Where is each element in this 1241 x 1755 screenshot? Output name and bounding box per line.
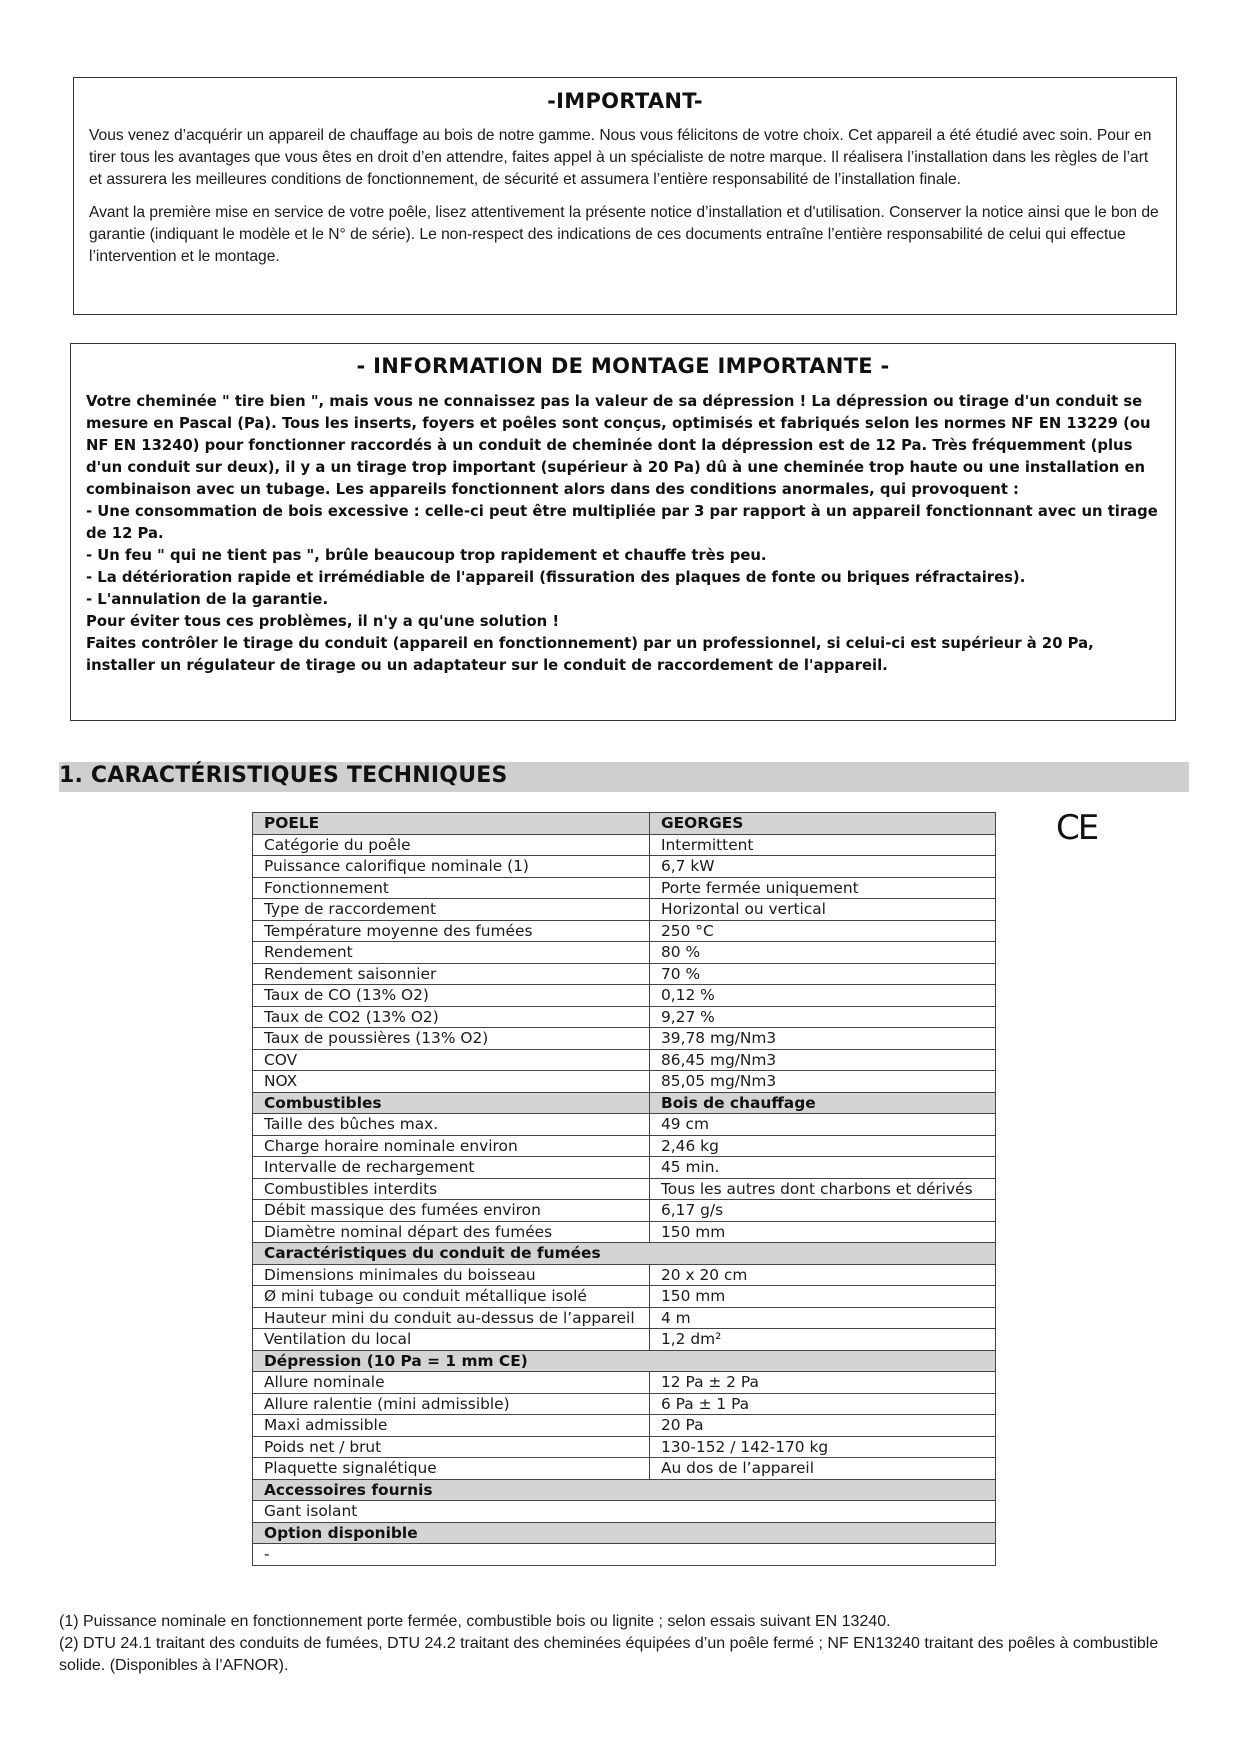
table-row xyxy=(253,1415,996,1437)
table-row xyxy=(253,1544,996,1566)
important-paragraph-2: Avant la première mise en service de votre poêle, lisez attentivement la présente notice d’installation et d'utilisation. Conserver la notice ainsi que le bon de garantie (indiquant le modèle et le N° de série). Le non-respect des indications de ces documents entraîne l’entière responsabilité de celui qui effectue l’intervention et le montage. xyxy=(89,204,1159,265)
spec-value: 49 cm xyxy=(650,1114,996,1136)
spec-value: 4 m xyxy=(650,1307,996,1329)
table-row xyxy=(253,1006,996,1028)
table-row xyxy=(253,985,996,1007)
spec-value: 150 mm xyxy=(650,1286,996,1308)
spec-value: Porte fermée uniquement xyxy=(650,877,996,899)
spec-label: Maxi admissible xyxy=(253,1415,650,1437)
table-row xyxy=(253,1286,996,1308)
spec-label: Intervalle de rechargement xyxy=(253,1157,650,1179)
spec-value: 2,46 kg xyxy=(650,1135,996,1157)
spec-label: Ø mini tubage ou conduit métallique isolé xyxy=(253,1286,650,1308)
montage-item: - L'annulation de la garantie. xyxy=(86,591,329,608)
table-row xyxy=(253,856,996,878)
spec-label: Taux de CO (13% O2) xyxy=(253,985,650,1007)
depression-header-row xyxy=(253,1350,996,1372)
conduit-header-row xyxy=(253,1243,996,1265)
spec-label: Fonctionnement xyxy=(253,877,650,899)
table-row xyxy=(253,1221,996,1243)
spec-value: 20 Pa xyxy=(650,1415,996,1437)
table-row xyxy=(253,1436,996,1458)
montage-closing: Faites contrôler le tirage du conduit (appareil en fonctionnement) par un professionnel, si celui-ci est supérieur à 20 Pa, installer un régulateur de tirage ou un adaptateur sur le conduit de raccordement de l'appareil. xyxy=(86,635,1094,674)
spec-value: 39,78 mg/Nm3 xyxy=(650,1028,996,1050)
important-notice-box xyxy=(73,77,1177,315)
spec-value: 6 Pa ± 1 Pa xyxy=(650,1393,996,1415)
table-row xyxy=(253,1393,996,1415)
table-row xyxy=(253,1458,996,1480)
table-row xyxy=(253,1264,996,1286)
spec-value: 12 Pa ± 2 Pa xyxy=(650,1372,996,1394)
section-header-cell: Caractéristiques du conduit de fumées xyxy=(253,1243,996,1265)
table-row xyxy=(253,1329,996,1351)
header-cell: GEORGES xyxy=(650,813,996,835)
footnote-1: (1) Puissance nominale en fonctionnement porte fermée, combustible bois ou lignite ; selon essais suivant EN 13240. xyxy=(59,1613,891,1630)
important-title: -IMPORTANT- xyxy=(547,89,703,113)
spec-label: Catégorie du poêle xyxy=(253,834,650,856)
table-row xyxy=(253,1135,996,1157)
spec-label: COV xyxy=(253,1049,650,1071)
spec-label: Dimensions minimales du boisseau xyxy=(253,1264,650,1286)
spec-value: 130-152 / 142-170 kg xyxy=(650,1436,996,1458)
spec-table xyxy=(252,812,996,1566)
montage-body xyxy=(86,391,1161,677)
footnotes xyxy=(59,1611,1189,1677)
spec-label: Diamètre nominal départ des fumées xyxy=(253,1221,650,1243)
table-row xyxy=(253,1071,996,1093)
montage-item: - Un feu " qui ne tient pas ", brûle beaucoup trop rapidement et chauffe très peu. xyxy=(86,547,767,564)
spec-label: Charge horaire nominale environ xyxy=(253,1135,650,1157)
spec-value: 250 °C xyxy=(650,920,996,942)
table-row xyxy=(253,942,996,964)
spec-value: 1,2 dm² xyxy=(650,1329,996,1351)
table-row xyxy=(253,1307,996,1329)
spec-value: Au dos de l’appareil xyxy=(650,1458,996,1480)
section-heading xyxy=(59,762,1189,792)
spec-value: 9,27 % xyxy=(650,1006,996,1028)
table-row xyxy=(253,1372,996,1394)
table-row xyxy=(253,1157,996,1179)
spec-value: 45 min. xyxy=(650,1157,996,1179)
spec-label: NOX xyxy=(253,1071,650,1093)
ce-mark-icon: CE xyxy=(1056,808,1098,848)
spec-label: Rendement saisonnier xyxy=(253,963,650,985)
table-row xyxy=(253,1049,996,1071)
spec-value: 0,12 % xyxy=(650,985,996,1007)
section-header-cell: Option disponible xyxy=(253,1522,996,1544)
spec-label: Type de raccordement xyxy=(253,899,650,921)
montage-item: - Une consommation de bois excessive : celle-ci peut être multipliée par 3 par rapport à un appareil fonctionnant avec un tirage de 12 Pa. xyxy=(86,503,1158,542)
montage-info-box xyxy=(70,343,1176,721)
spec-value: Tous les autres dont charbons et dérivés xyxy=(650,1178,996,1200)
spec-value: 80 % xyxy=(650,942,996,964)
option-header-row xyxy=(253,1522,996,1544)
table-row xyxy=(253,920,996,942)
spec-value: Gant isolant xyxy=(253,1501,996,1523)
section-title: 1. CARACTÉRISTIQUES TECHNIQUES xyxy=(59,763,508,788)
spec-value: 150 mm xyxy=(650,1221,996,1243)
montage-solution: Pour éviter tous ces problèmes, il n'y a qu'une solution ! xyxy=(86,613,560,630)
spec-value: 85,05 mg/Nm3 xyxy=(650,1071,996,1093)
spec-value: - xyxy=(253,1544,996,1566)
spec-label: Hauteur mini du conduit au-dessus de l’appareil xyxy=(253,1307,650,1329)
spec-label: Taux de CO2 (13% O2) xyxy=(253,1006,650,1028)
table-row xyxy=(253,1501,996,1523)
spec-label: Température moyenne des fumées xyxy=(253,920,650,942)
accessoires-header-row xyxy=(253,1479,996,1501)
spec-value: 6,17 g/s xyxy=(650,1200,996,1222)
table-row xyxy=(253,963,996,985)
header-cell: POELE xyxy=(253,813,650,835)
spec-label: Combustibles interdits xyxy=(253,1178,650,1200)
spec-value: 86,45 mg/Nm3 xyxy=(650,1049,996,1071)
table-row xyxy=(253,899,996,921)
table-row xyxy=(253,1028,996,1050)
footnote-2: (2) DTU 24.1 traitant des conduits de fumées, DTU 24.2 traitant des cheminées équipées d’un poêle fermé ; NF EN13240 traitant des poêles à combustible solide. (Disponibles à l’AFNOR). xyxy=(59,1635,1159,1674)
section-header-cell: Bois de chauffage xyxy=(650,1092,996,1114)
spec-value: 6,7 kW xyxy=(650,856,996,878)
spec-label: Rendement xyxy=(253,942,650,964)
section-header-cell: Accessoires fournis xyxy=(253,1479,996,1501)
spec-label: Poids net / brut xyxy=(253,1436,650,1458)
spec-label: Taux de poussières (13% O2) xyxy=(253,1028,650,1050)
table-row xyxy=(253,834,996,856)
spec-label: Ventilation du local xyxy=(253,1329,650,1351)
spec-label: Allure nominale xyxy=(253,1372,650,1394)
spec-label: Débit massique des fumées environ xyxy=(253,1200,650,1222)
montage-title: - INFORMATION DE MONTAGE IMPORTANTE - xyxy=(356,354,890,378)
combustibles-header-row xyxy=(253,1092,996,1114)
section-header-cell: Dépression (10 Pa = 1 mm CE) xyxy=(253,1350,996,1372)
spec-value: Horizontal ou vertical xyxy=(650,899,996,921)
table-row xyxy=(253,877,996,899)
table-header-row xyxy=(253,813,996,835)
section-header-cell: Combustibles xyxy=(253,1092,650,1114)
spec-label: Taille des bûches max. xyxy=(253,1114,650,1136)
spec-label: Plaquette signalétique xyxy=(253,1458,650,1480)
spec-label: Allure ralentie (mini admissible) xyxy=(253,1393,650,1415)
spec-value: Intermittent xyxy=(650,834,996,856)
table-row xyxy=(253,1200,996,1222)
spec-value: 70 % xyxy=(650,963,996,985)
table-row xyxy=(253,1114,996,1136)
important-paragraph-1: Vous venez d’acquérir un appareil de chauffage au bois de notre gamme. Nous vous félicitons de votre choix. Cet appareil a été étudié avec soin. Pour en tirer tous les avantages que vous êtes en droit d’en attendre, faites appel à un spécialiste de notre marque. Il réalisera l’installation dans les règles de l’art et assurera les meilleures conditions de fonctionnement, de sécurité et assumera l’entière responsabilité de l’installation finale. xyxy=(89,127,1152,188)
spec-value: 20 x 20 cm xyxy=(650,1264,996,1286)
table-row xyxy=(253,1178,996,1200)
spec-label: Puissance calorifique nominale (1) xyxy=(253,856,650,878)
montage-intro: Votre cheminée " tire bien ", mais vous ne connaissez pas la valeur de sa dépression ! La dépression ou tirage d'un conduit se mesure en Pascal (Pa). Tous les inserts, foyers et poêles sont conçus, optimisés et fabriqués selon les normes NF EN 13229 (ou NF EN 13240) pour fonctionner raccordés à un conduit de cheminée dont la dépression est de 12 Pa. Très fréquemment (plus d'un conduit sur deux), il y a un tirage trop important (supérieur à 20 Pa) dû à une cheminée trop haute ou une installation en combinaison avec un tubage. Les appareils fonctionnent alors dans des conditions anormales, qui provoquent : xyxy=(86,393,1151,498)
montage-item: - La détérioration rapide et irrémédiable de l'appareil (fissuration des plaques de fonte ou briques réfractaires). xyxy=(86,569,1026,586)
